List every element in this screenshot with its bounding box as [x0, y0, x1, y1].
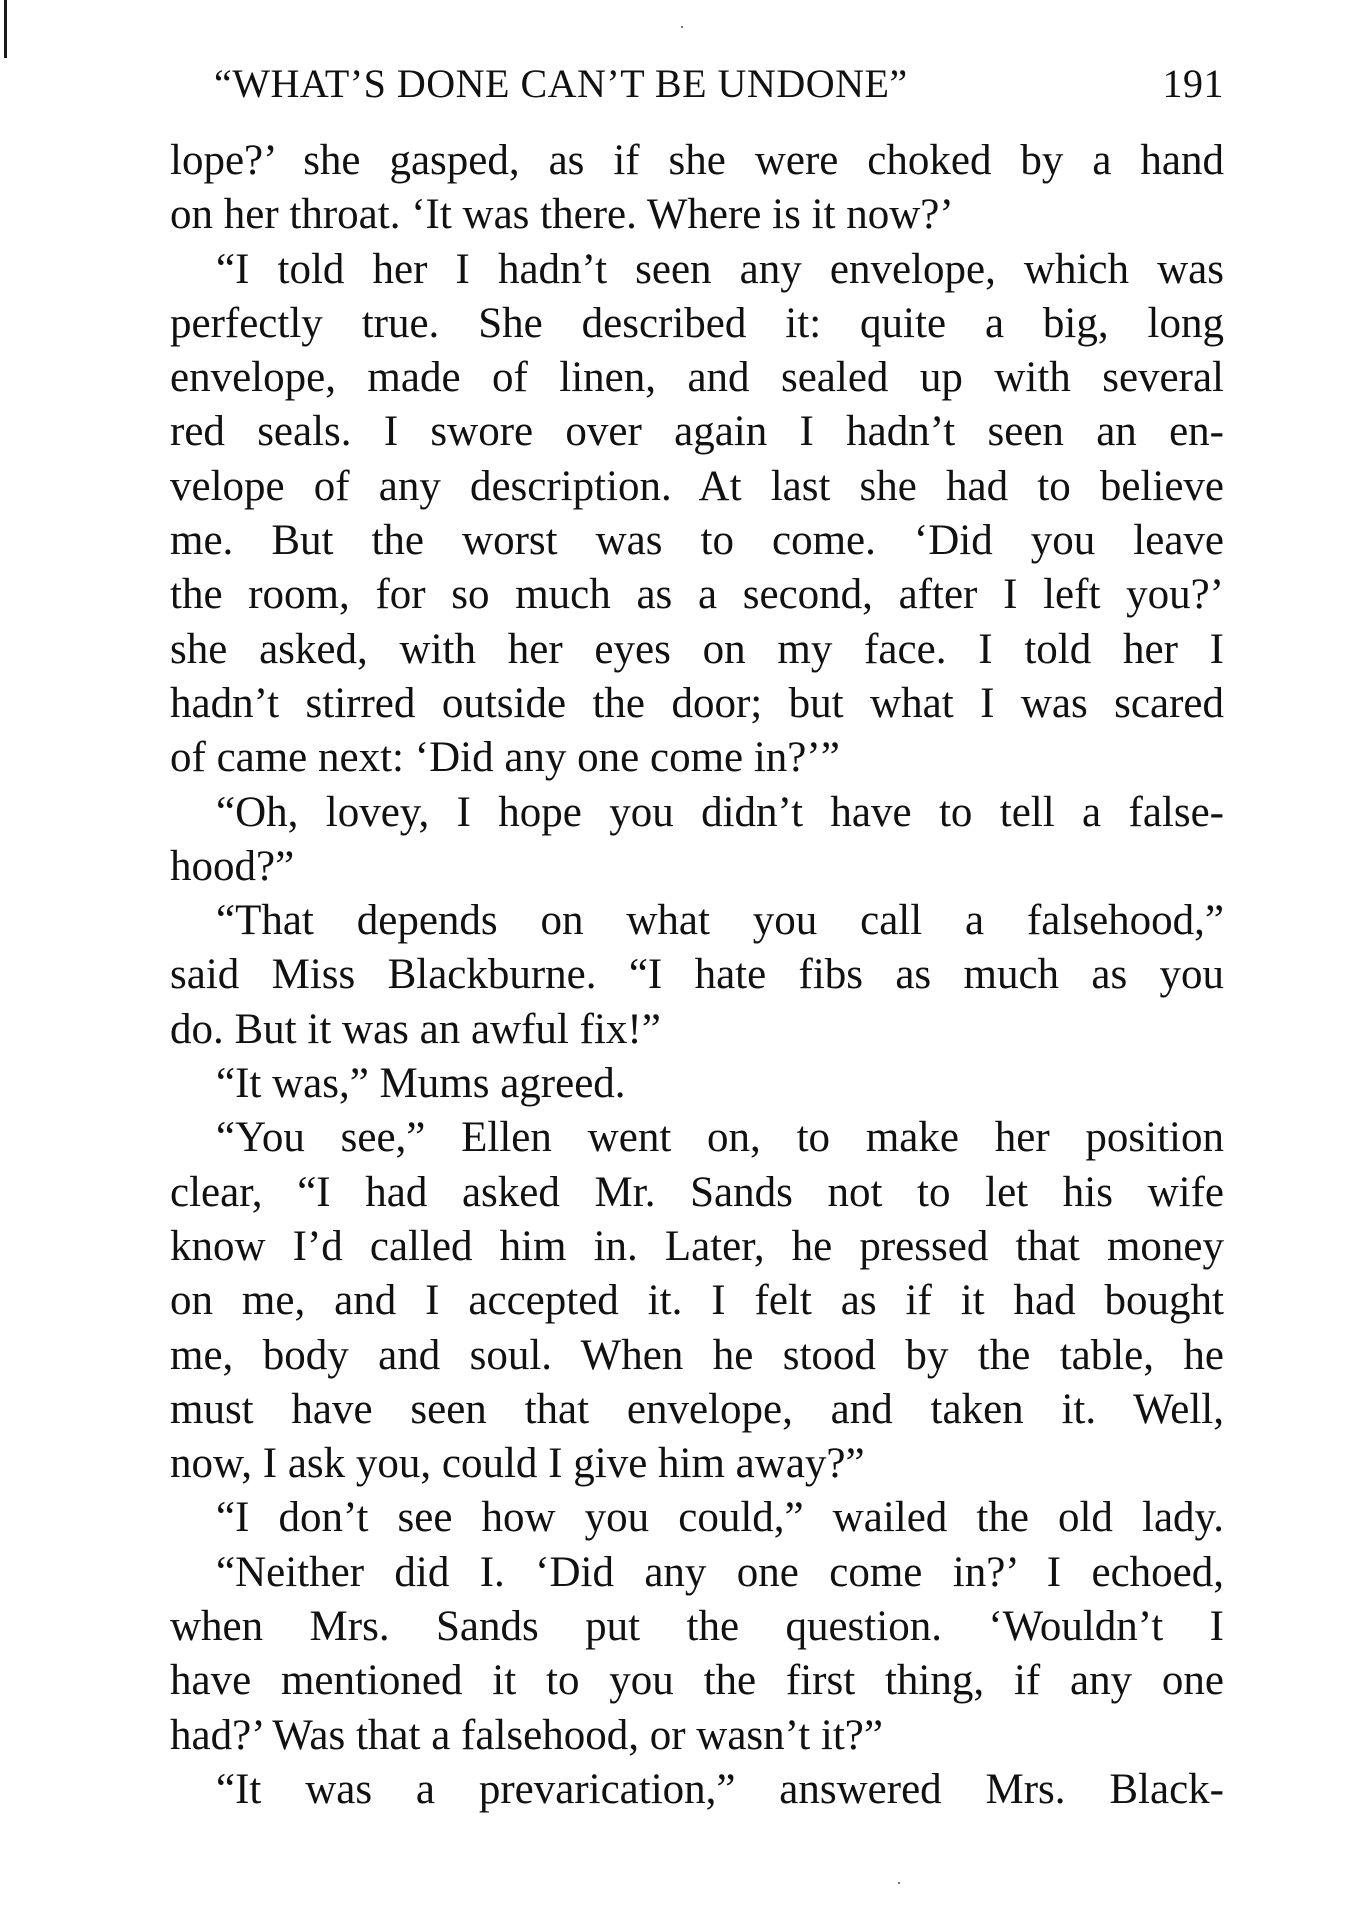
text-line: when Mrs. Sands put the question. ‘Wouldn’t I — [170, 1603, 1224, 1651]
text-line: velope of any description. At last she had to believe — [170, 462, 1224, 510]
text-line: “I don’t see how you could,” wailed the old lady. — [216, 1494, 1224, 1542]
page-number: 191 — [1162, 61, 1224, 106]
text-line: “Neither did I. ‘Did any one come in?’ I echoed, — [216, 1548, 1224, 1596]
running-title: “WHAT’S DONE CAN’T BE UNDONE” — [214, 61, 908, 106]
body-text — [170, 134, 1224, 1817]
text-line: perfectly true. She described it: quite a big, long — [170, 299, 1224, 347]
text-line: have mentioned it to you the first thing, if any one — [170, 1657, 1224, 1705]
text-line: “Oh, lovey, I hope you didn’t have to tell a false- — [216, 788, 1224, 836]
text-line: had?’ Was that a falsehood, or wasn’t it?” — [170, 1711, 883, 1759]
text-line: “It was a prevarication,” answered Mrs. Black- — [216, 1765, 1224, 1813]
text-line: clear, “I had asked Mr. Sands not to let his wife — [170, 1168, 1224, 1216]
text-line: the room, for so much as a second, after I left you?’ — [170, 571, 1224, 619]
text-line: must have seen that envelope, and taken it. Well, — [170, 1385, 1224, 1433]
text-line: me. But the worst was to come. ‘Did you leave — [170, 517, 1224, 565]
text-line: red seals. I swore over again I hadn’t seen an en- — [170, 408, 1224, 456]
text-line: hood?” — [170, 842, 295, 890]
text-line: me, body and soul. When he stood by the table, he — [170, 1331, 1224, 1379]
text-line: know I’d called him in. Later, he pressed that money — [170, 1222, 1224, 1270]
text-line: lope?’ she gasped, as if she were choked by a hand — [170, 137, 1224, 184]
text-line: do. But it was an awful fix!” — [170, 1005, 661, 1053]
speck — [681, 26, 683, 28]
text-line: envelope, made of linen, and sealed up with several — [170, 354, 1224, 402]
speck — [898, 1882, 900, 1884]
text-line: “You see,” Ellen went on, to make her position — [216, 1114, 1224, 1162]
running-header — [214, 58, 1224, 110]
text-line: on her throat. ‘It was there. Where is it now?’ — [170, 191, 954, 239]
text-line: “It was,” Mums agreed. — [216, 1060, 626, 1108]
text-line: “That depends on what you call a falsehood,” — [216, 897, 1224, 945]
text-line: she asked, with her eyes on my face. I told her I — [170, 625, 1224, 673]
text-line: “I told her I hadn’t seen any envelope, which was — [216, 245, 1224, 293]
text-line: now, I ask you, could I give him away?” — [170, 1440, 865, 1488]
text-line: on me, and I accepted it. I felt as if it had bought — [170, 1277, 1224, 1325]
text-line: hadn’t stirred outside the door; but what I was scared — [170, 679, 1224, 727]
text-line: of came next: ‘Did any one come in?’” — [170, 734, 840, 782]
page-edge-mark — [4, 0, 7, 58]
text-line: said Miss Blackburne. “I hate fibs as much as you — [170, 951, 1224, 999]
